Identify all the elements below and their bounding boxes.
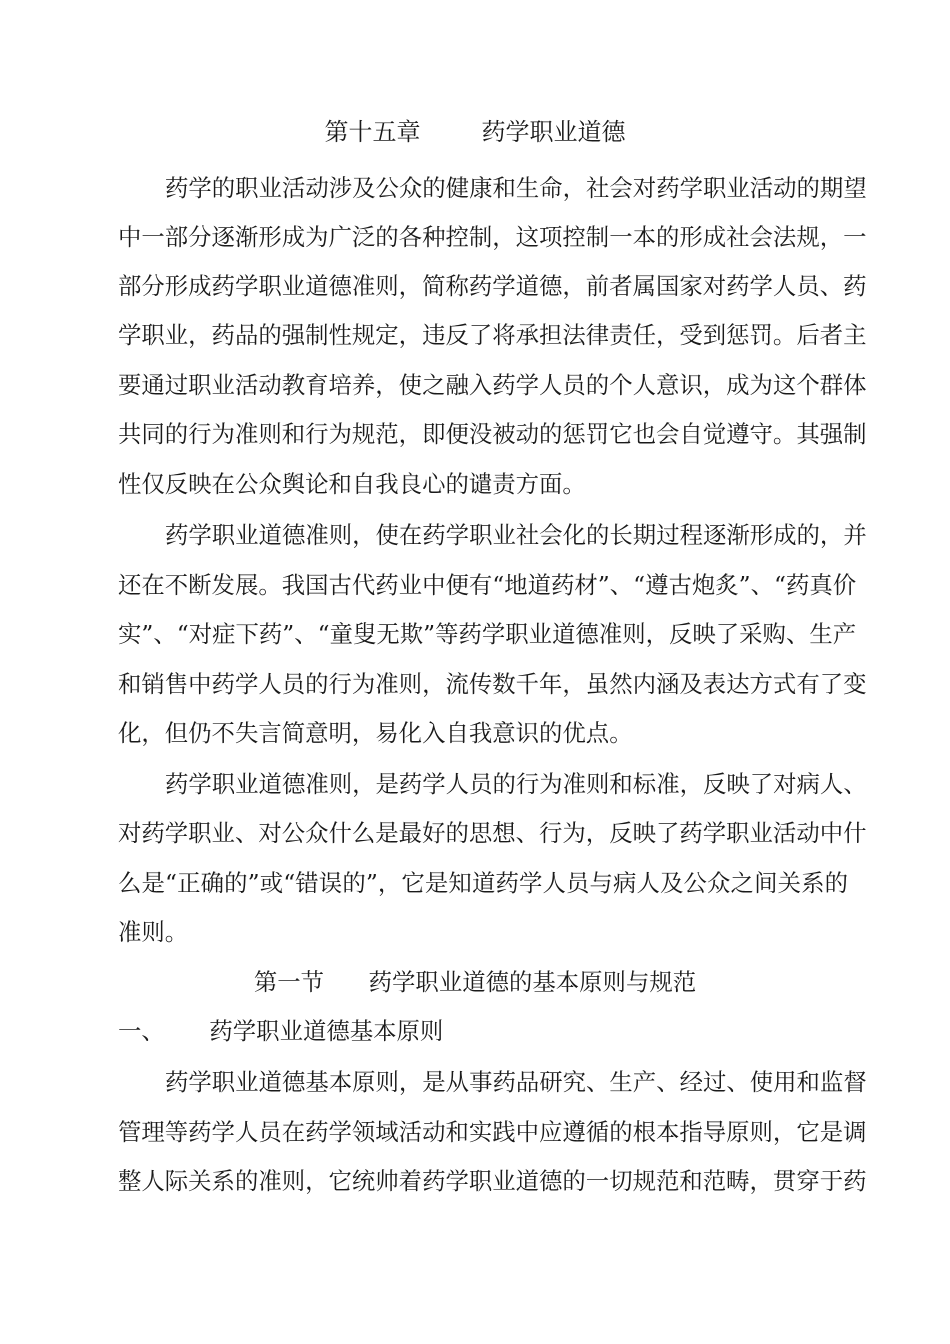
paragraph-4-line-2: 管理等药学人员在药学领域活动和实践中应遵循的根本指导原则，它是调 (118, 1118, 867, 1146)
paragraph-1-line-3: 部分形成药学职业道德准则，简称药学道德，前者属国家对药学人员、药 (118, 272, 867, 300)
paragraph-2-line-5: 化，但仍不失言简意明，易化入自我意识的优点。 (118, 719, 633, 747)
paragraph-4-line-1: 药学职业道德基本原则，是从事药品研究、生产、经过、使用和监督 (165, 1068, 867, 1096)
paragraph-1-line-5: 要通过职业活动教育培养，使之融入药学人员的个人意识，成为这个群体 (118, 371, 867, 399)
section-title: 第一节 药学职业道德的基本原则与规范 (253, 968, 697, 996)
chapter-title: 第十五章 药学职业道德 (324, 118, 626, 146)
paragraph-2-line-2: 还在不断发展。我国古代药业中便有“地道药材”、“遵古炮炙”、“药真价 (118, 571, 857, 599)
paragraph-2-line-4: 和销售中药学人员的行为准则，流传数千年，虽然内涵及表达方式有了变 (118, 670, 867, 698)
paragraph-3-line-1: 药学职业道德准则，是药学人员的行为准则和标准，反映了对病人、 (165, 770, 867, 798)
paragraph-1-line-4: 学职业，药品的强制性规定，违反了将承担法律责任，受到惩罚。后者主 (118, 321, 867, 349)
paragraph-2-line-3: 实”、“对症下药”、“童叟无欺”等药学职业道德准则，反映了采购、生产 (118, 620, 857, 648)
paragraph-1-line-7: 性仅反映在公众舆论和自我良心的谴责方面。 (118, 470, 586, 498)
paragraph-1-line-6: 共同的行为准则和行为规范，即便没被动的惩罚它也会自觉遵守。其强制 (118, 420, 867, 448)
paragraph-3-line-2: 对药学职业、对公众什么是最好的思想、行为，反映了药学职业活动中什 (118, 819, 867, 847)
paragraph-1-line-1: 药学的职业活动涉及公众的健康和生命，社会对药学职业活动的期望 (165, 174, 867, 202)
paragraph-2-line-1: 药学职业道德准则，使在药学职业社会化的长期过程逐渐形成的，并 (165, 521, 867, 549)
paragraph-4-line-3: 整人际关系的准则，它统帅着药学职业道德的一切规范和范畴，贯穿于药 (118, 1167, 867, 1195)
paragraph-3-line-3: 么是“正确的”或“错误的”，它是知道药学人员与病人及公众之间关系的 (118, 869, 848, 897)
subheading: 一、 药学职业道德基本原则 (118, 1017, 444, 1045)
paragraph-1-line-2: 中一部分逐渐形成为广泛的各种控制，这项控制一本的形成社会法规，一 (118, 223, 867, 251)
paragraph-3-line-4: 准则。 (118, 918, 189, 946)
